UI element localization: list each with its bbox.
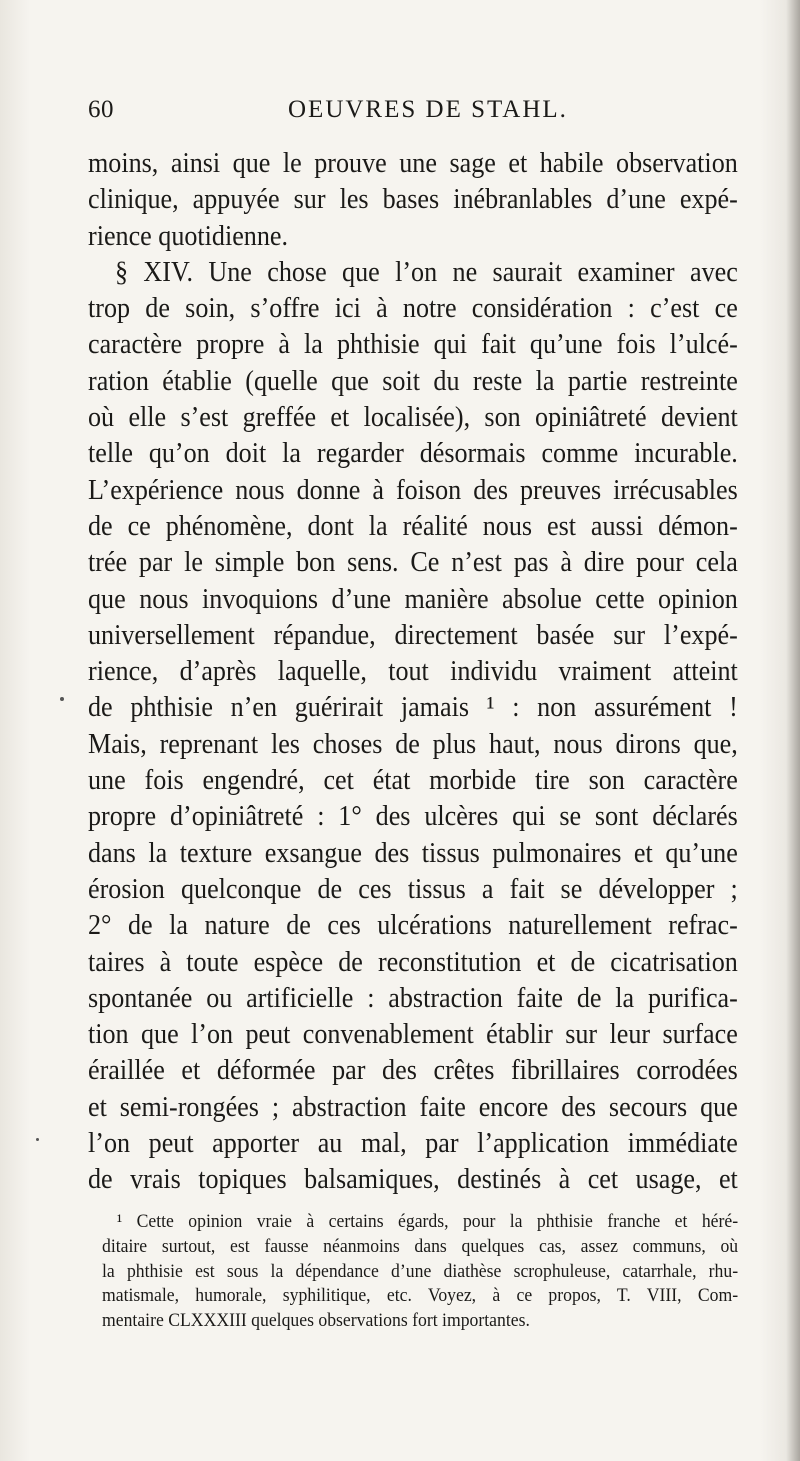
- page-header: [88, 96, 738, 136]
- text-line: érosion quelconque de ces tissus a fait se développer ;: [88, 872, 738, 905]
- text-line: dans la texture exsangue des tissus pulmonaires et qu’une: [88, 836, 738, 869]
- footnote-line: ditaire surtout, est fausse néanmoins dans quelques cas, assez communs, où: [102, 1235, 739, 1257]
- text-line: trop de soin, s’offre ici à notre considération : c’est ce: [88, 292, 738, 325]
- text-line: tion que l’on peut convenablement établir sur leur surface: [88, 1018, 738, 1051]
- text-line: universellement répandue, directement basée sur l’expé-: [88, 618, 738, 651]
- footnote-line: matismale, humorale, syphilitique, etc. Voyez, à ce propos, T. VIII, Com-: [102, 1285, 739, 1307]
- text-line: de vrais topiques balsamiques, destinés à cet usage, et: [88, 1163, 738, 1196]
- footnotes: [102, 1210, 738, 1334]
- text-line: éraillée et déformée par des crêtes fibrillaires corrodées: [88, 1054, 738, 1087]
- text-line: clinique, appuyée sur les bases inébranlables d’une expé-: [88, 183, 738, 216]
- text-line: spontanée ou artificielle : abstraction faite de la purifica-: [88, 981, 738, 1014]
- text-line: de phthisie n’en guérirait jamais ¹ : non assurément !: [88, 691, 738, 724]
- text-line: l’on peut apporter au mal, par l’application immédiate: [88, 1127, 738, 1160]
- text-line: moins, ainsi que le prouve une sage et habile observation: [88, 147, 738, 179]
- footnote-line: la phthisie est sous la dépendance d’une diathèse scrophuleuse, catarrhale, rhu-: [102, 1260, 739, 1282]
- text-line: de ce phénomène, dont la réalité nous est aussi démon-: [88, 509, 738, 542]
- text-line: que nous invoquions d’une manière absolue cette opinion: [88, 582, 738, 615]
- text-line: Mais, reprenant les choses de plus haut, nous dirons que,: [88, 727, 738, 760]
- page-edge-shadow: [786, 0, 800, 1461]
- text-line: et semi-rongées ; abstraction faite encore des secours que: [88, 1090, 738, 1123]
- text-line: ration établie (quelle que soit du reste la partie restreinte: [88, 364, 738, 397]
- page-number: 60: [88, 96, 114, 123]
- text-line: rience quotidienne.: [88, 219, 289, 252]
- body-text: [88, 145, 738, 1198]
- text-line: une fois engendré, cet état morbide tire son caractère: [88, 764, 738, 797]
- footnote-line: ¹ Cette opinion vraie à certains égards, pour la phthisie franche et héré-: [116, 1211, 739, 1232]
- text-line: telle qu’on doit la regarder désormais comme incurable.: [88, 437, 738, 470]
- text-line: rience, d’après laquelle, tout individu vraiment atteint: [88, 655, 738, 688]
- ink-speck: [36, 1138, 39, 1141]
- text-line: § XIV. Une chose que l’on ne saurait examiner avec: [115, 255, 738, 288]
- footnote-line: mentaire CLXXXIII quelques observations fort importantes.: [102, 1310, 530, 1332]
- running-title: OEUVRES DE STAHL.: [288, 96, 568, 123]
- text-line: 2° de la nature de ces ulcérations naturellement refrac-: [88, 909, 738, 942]
- text-line: propre d’opiniâtreté : 1° des ulcères qui se sont déclarés: [88, 800, 738, 833]
- text-line: où elle s’est greffée et localisée), son opiniâtreté devient: [88, 401, 738, 434]
- text-line: caractère propre à la phthisie qui fait qu’une fois l’ulcé-: [88, 328, 738, 361]
- ink-speck: [60, 697, 64, 701]
- text-line: L’expérience nous donne à foison des preuves irrécusables: [88, 473, 738, 506]
- text-line: trée par le simple bon sens. Ce n’est pas à dire pour cela: [88, 546, 738, 579]
- text-line: taires à toute espèce de reconstitution et de cicatrisation: [88, 945, 738, 978]
